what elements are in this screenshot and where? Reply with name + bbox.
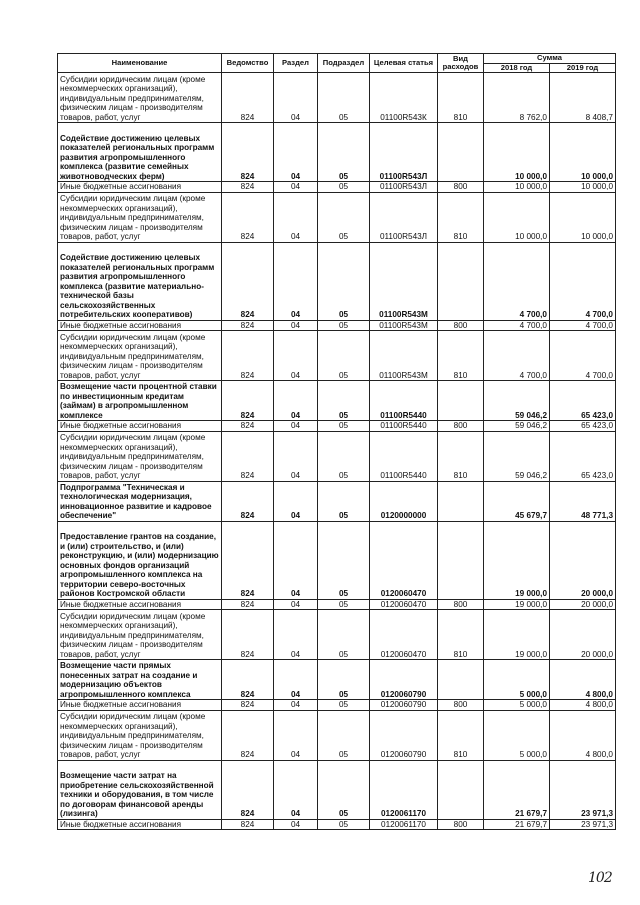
table-cell-expense-type: 800 [438,421,484,432]
table-cell-name: Подпрограмма "Техническая и технологическая модернизация, инновационное развитие и кадровое обеспечение" [58,481,222,521]
table-cell-name: Предоставление грантов на создание, и (или) строительство, и (или) реконструкцию, и (или) модернизацию основных фондов организаций агропромышленного комплекса на территории северо-восточных районов Костромской области [58,521,222,599]
table-cell-2018: 21 679,7 [484,760,550,819]
table-cell-name: Иные бюджетные ассигнования [58,599,222,610]
table-cell-2018: 5 000,0 [484,700,550,711]
table-row [58,242,616,320]
table-cell-subsection: 05 [318,192,370,242]
table-cell-subsection: 05 [318,599,370,610]
table-cell-2019: 20 000,0 [550,599,616,610]
budget-table [57,53,616,830]
table-cell-2019: 65 423,0 [550,381,616,421]
table-cell-subsection: 05 [318,710,370,760]
table-cell-subsection: 05 [318,73,370,123]
table-cell-subsection: 05 [318,421,370,432]
table-row [58,599,616,610]
table-cell-target: 01100R543К [370,73,438,123]
table-cell-name: Субсидии юридическим лицам (кроме некоммерческих организаций), индивидуальным предпринимателям, физическим лицам - производителям товаров, работ, услуг [58,73,222,123]
table-cell-2019: 10 000,0 [550,192,616,242]
table-cell-name: Субсидии юридическим лицам (кроме некоммерческих организаций), индивидуальным предпринимателям, физическим лицам - производителям товаров, работ, услуг [58,192,222,242]
table-cell-name: Иные бюджетные ассигнования [58,421,222,432]
table-cell-section: 04 [274,710,318,760]
table-cell-2018: 5 000,0 [484,710,550,760]
table-cell-target: 01100R543М [370,242,438,320]
table-cell-2019: 65 423,0 [550,431,616,481]
table-cell-dept: 824 [222,182,274,193]
table-cell-section: 04 [274,610,318,660]
table-cell-section: 04 [274,421,318,432]
table-cell-expense-type: 800 [438,182,484,193]
table-cell-dept: 824 [222,610,274,660]
table-cell-2018: 19 000,0 [484,521,550,599]
table-cell-2018: 19 000,0 [484,599,550,610]
table-cell-target: 01100R543М [370,320,438,331]
table-cell-2019: 4 800,0 [550,710,616,760]
table-cell-2018: 45 679,7 [484,481,550,521]
table-row [58,331,616,381]
table-cell-dept: 824 [222,710,274,760]
table-cell-dept: 824 [222,320,274,331]
header-dept: Ведомство [222,54,274,73]
table-row [58,610,616,660]
table-cell-section: 04 [274,760,318,819]
table-cell-subsection: 05 [318,242,370,320]
table-cell-target: 0120060470 [370,521,438,599]
table-cell-2019: 4 800,0 [550,660,616,700]
table-cell-expense-type: 810 [438,331,484,381]
table-cell-dept: 824 [222,700,274,711]
header-expense-type: Вид расходов [438,54,484,73]
table-cell-dept: 824 [222,123,274,182]
table-cell-dept: 824 [222,331,274,381]
table-cell-name: Иные бюджетные ассигнования [58,320,222,331]
table-cell-expense-type: 810 [438,710,484,760]
header-2018: 2018 год [484,63,550,73]
table-cell-2019: 65 423,0 [550,421,616,432]
table-cell-name: Содействие достижению целевых показателей региональных программ развития агропромышленного комплекса (развитие семейных животноводческих ферм) [58,123,222,182]
table-cell-expense-type: 810 [438,73,484,123]
table-cell-2018: 4 700,0 [484,331,550,381]
table-cell-name: Возмещение части процентной ставки по инвестиционным кредитам (займам) в агропромышленном комплексе [58,381,222,421]
table-cell-expense-type: 810 [438,192,484,242]
table-body [58,73,616,830]
table-cell-2018: 10 000,0 [484,182,550,193]
table-cell-dept: 824 [222,521,274,599]
table-cell-2018: 21 679,7 [484,819,550,830]
table-cell-subsection: 05 [318,610,370,660]
table-cell-subsection: 05 [318,381,370,421]
table-row [58,660,616,700]
table-cell-target: 01100R543М [370,331,438,381]
table-cell-subsection: 05 [318,700,370,711]
table-cell-expense-type [438,381,484,421]
table-cell-section: 04 [274,700,318,711]
table-cell-2018: 5 000,0 [484,660,550,700]
table-cell-subsection: 05 [318,660,370,700]
header-target: Целевая статья [370,54,438,73]
table-cell-name: Иные бюджетные ассигнования [58,700,222,711]
table-cell-target: 0120060790 [370,700,438,711]
table-cell-subsection: 05 [318,331,370,381]
table-cell-section: 04 [274,521,318,599]
table-cell-dept: 824 [222,660,274,700]
page-number: 102 [588,870,612,886]
table-cell-2019: 20 000,0 [550,610,616,660]
header-section: Раздел [274,54,318,73]
table-row [58,182,616,193]
table-cell-2019: 4 800,0 [550,700,616,711]
table-cell-target: 0120060470 [370,599,438,610]
table-cell-target: 0120060470 [370,610,438,660]
table-cell-2018: 19 000,0 [484,610,550,660]
table-cell-section: 04 [274,431,318,481]
table-cell-target: 01100R543Л [370,182,438,193]
table-row [58,73,616,123]
table-cell-2019: 8 408,7 [550,73,616,123]
table-cell-section: 04 [274,73,318,123]
table-row [58,123,616,182]
table-cell-2018: 59 046,2 [484,431,550,481]
table-cell-expense-type: 800 [438,599,484,610]
table-cell-2018: 59 046,2 [484,421,550,432]
table-cell-name: Субсидии юридическим лицам (кроме некоммерческих организаций), индивидуальным предпринимателям, физическим лицам - производителям товаров, работ, услуг [58,331,222,381]
table-row [58,192,616,242]
table-cell-dept: 824 [222,242,274,320]
table-cell-name: Субсидии юридическим лицам (кроме некоммерческих организаций), индивидуальным предпринимателям, физическим лицам - производителям товаров, работ, услуг [58,431,222,481]
header-sum: Сумма [484,54,616,64]
table-cell-target: 01100R5440 [370,381,438,421]
table-row [58,320,616,331]
table-cell-2019: 48 771,3 [550,481,616,521]
table-cell-dept: 824 [222,760,274,819]
table-cell-subsection: 05 [318,819,370,830]
table-cell-2019: 23 971,3 [550,760,616,819]
table-cell-dept: 824 [222,381,274,421]
table-cell-name: Иные бюджетные ассигнования [58,819,222,830]
table-cell-name: Субсидии юридическим лицам (кроме некоммерческих организаций), индивидуальным предпринимателям, физическим лицам - производителям товаров, работ, услуг [58,610,222,660]
table-cell-section: 04 [274,481,318,521]
table-cell-target: 01100R543Л [370,123,438,182]
table-cell-2018: 4 700,0 [484,320,550,331]
table-cell-subsection: 05 [318,123,370,182]
header-subsection: Подраздел [318,54,370,73]
header-2019: 2019 год [550,63,616,73]
table-row [58,481,616,521]
table-cell-target: 01100R5440 [370,431,438,481]
table-cell-dept: 824 [222,73,274,123]
table-cell-name: Содействие достижению целевых показателей региональных программ развития агропромышленного комплекса (развитие материально-технической базы сельскохозяйственных потребительских кооперативов) [58,242,222,320]
table-cell-target: 0120060790 [370,660,438,700]
table-cell-dept: 824 [222,192,274,242]
table-cell-dept: 824 [222,431,274,481]
table-cell-section: 04 [274,819,318,830]
table-cell-dept: 824 [222,481,274,521]
table-cell-subsection: 05 [318,320,370,331]
table-cell-name: Возмещение части затрат на приобретение сельскохозяйственной техники и оборудования, в том числе по договорам финансовой аренды (лизинга) [58,760,222,819]
table-row [58,710,616,760]
table-row [58,819,616,830]
table-cell-expense-type [438,760,484,819]
table-cell-subsection: 05 [318,182,370,193]
table-cell-2019: 10 000,0 [550,123,616,182]
table-cell-section: 04 [274,320,318,331]
table-row [58,381,616,421]
table-cell-target: 0120060790 [370,710,438,760]
table-cell-target: 0120000000 [370,481,438,521]
table-cell-2018: 4 700,0 [484,242,550,320]
table-cell-subsection: 05 [318,431,370,481]
table-row [58,760,616,819]
table-row [58,700,616,711]
table-cell-section: 04 [274,182,318,193]
table-cell-dept: 824 [222,421,274,432]
table-cell-dept: 824 [222,819,274,830]
table-cell-name: Иные бюджетные ассигнования [58,182,222,193]
table-cell-2019: 23 971,3 [550,819,616,830]
table-cell-section: 04 [274,123,318,182]
table-cell-expense-type: 810 [438,610,484,660]
table-cell-target: 0120061170 [370,819,438,830]
table-cell-section: 04 [274,599,318,610]
table-cell-target: 01100R543Л [370,192,438,242]
header-name: Наименование [58,54,222,73]
table-cell-section: 04 [274,660,318,700]
table-cell-expense-type [438,242,484,320]
table-cell-expense-type [438,660,484,700]
table-row [58,521,616,599]
table-row [58,431,616,481]
table-cell-expense-type [438,123,484,182]
table-cell-2018: 59 046,2 [484,381,550,421]
table-cell-section: 04 [274,242,318,320]
table-cell-section: 04 [274,381,318,421]
table-cell-expense-type: 800 [438,320,484,331]
table-cell-2018: 8 762,0 [484,73,550,123]
table-cell-expense-type [438,521,484,599]
table-cell-target: 0120061170 [370,760,438,819]
table-cell-name: Субсидии юридическим лицам (кроме некоммерческих организаций), индивидуальным предпринимателям, физическим лицам - производителям товаров, работ, услуг [58,710,222,760]
table-cell-subsection: 05 [318,481,370,521]
table-cell-2019: 4 700,0 [550,331,616,381]
table-row [58,421,616,432]
table-cell-dept: 824 [222,599,274,610]
table-cell-expense-type: 810 [438,431,484,481]
table-cell-2019: 10 000,0 [550,182,616,193]
table-cell-section: 04 [274,331,318,381]
table-cell-subsection: 05 [318,521,370,599]
table-cell-section: 04 [274,192,318,242]
table-cell-2019: 4 700,0 [550,242,616,320]
table-cell-2019: 20 000,0 [550,521,616,599]
table-cell-2018: 10 000,0 [484,123,550,182]
table-cell-name: Возмещение части прямых понесенных затрат на создание и модернизацию объектов агропромышленного комплекса [58,660,222,700]
table-cell-subsection: 05 [318,760,370,819]
table-cell-expense-type [438,481,484,521]
table-cell-target: 01100R5440 [370,421,438,432]
table-cell-expense-type: 800 [438,819,484,830]
table-cell-expense-type: 800 [438,700,484,711]
table-cell-2019: 4 700,0 [550,320,616,331]
table-cell-2018: 10 000,0 [484,192,550,242]
